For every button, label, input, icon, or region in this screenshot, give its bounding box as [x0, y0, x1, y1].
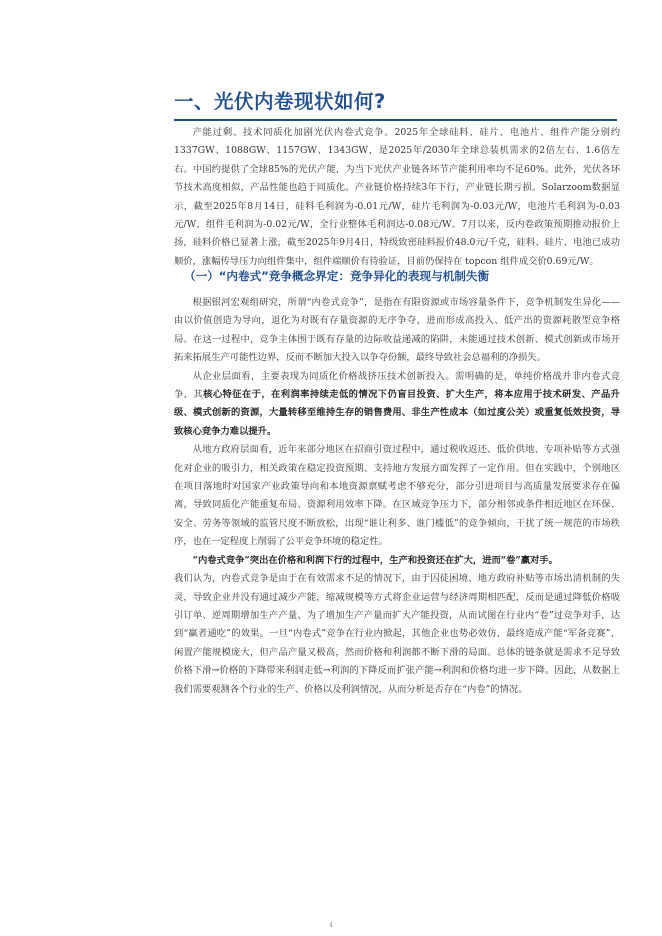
paragraph-analysis: 我们认为，内卷式竞争是由于在有效需求不足的情况下，由于囚徒困境、地方政府补贴等市场出清机制的失灵，导致企业并没有通过减少产能，缩减规模等方式将企业运营与经济周期相匹配，反而是通过降低价格吸引订单、逆周期增加生产产量、为了增加生产产量而扩大产能投资，从而试图在行业内“卷”过竞争对手，达到“赢者通吃”的效果。一旦“内卷式”竞争在行业内掀起，其他企业也势必效仿，最终造成产能“军备竞赛”，闲置产能规模庞大，但产品产量又极高，然而价格和利润都不断下滑的局面。总体的链条就是需求不足导致价格下滑→价格的下降带来利润走低→利润的下降反而扩张产能→利润和价格均进一步下降。因此，从数据上我们需要观测各个行业的生产、价格以及利润情况，从而分析是否存在“内卷”的情况。 [174, 573, 620, 695]
thesis-bold-text: “内卷式竞争”突出在价格和利润下行的过程中，生产和投资还在扩大，进而“卷”赢对手。 [192, 554, 558, 566]
heading-rule [174, 119, 617, 121]
subsection-body [174, 294, 620, 699]
paragraph-government: 从地方政府层面看，近年来部分地区在招商引资过程中，通过税收返还、低价供地、专项补贴等方式强化对企业的吸引力，相关政策在稳定投资预期、支持地方发展方面发挥了一定作用。但在实践中，个别地区在项目落地时对国家产业政策导向和本地资源禀赋考虑不够充分，部分引进项目与高质量发展要求存在偏离，导致同质化产能重复布局、资源利用效率下降。在区域竞争压力下，部分相邻或条件相近地区在环保、安全、劳务等领域的监管尺度不断放松，出现“谁让利多、谁门槛低”的竞争倾向，干扰了统一规范的市场秩序，也在一定程度上削弱了公平竞争环境的稳定性。 [174, 444, 620, 548]
paragraph-thesis [174, 552, 620, 570]
intro-paragraph: 产能过剩、技术同质化加剧光伏内卷式竞争。2025年全球硅料、硅片、电池片、组件产能分别约1337GW、1088GW、1157GW、1343GW，是2025年/2030年全球总装机需求的2倍左右、1.6倍左右。中国约提供了全球85%的光伏产能，为当下光伏产业链各环节产能利用率均不足60%。此外，光伏各环节技术高度相似，产品性能也趋于同质化。产业链价格持续3年下行，产业链长期亏损。Solarzoom数据显示，截至2025年8月14日，硅料毛利润为-0.01元/W，硅片毛利润为-0.03元/W，电池片毛利润为-0.03元/W，组件毛利润为-0.02元/W，全行业整体毛利润达-0.08元/W。7月以来，反内卷政策预期推动报价上扬，硅料价格已显著上涨，截至2025年9月4日，特级致密硅料报价48.0元/千克，硅料、硅片、电池已成功顺价，涨幅传导压力向组件集中，组件端顺价有待验证，目前仍保持在 topcon 组件成交价0.69元/W。 [174, 127, 620, 267]
page-number: 4 [329, 922, 333, 929]
intro-block [174, 124, 620, 271]
enterprise-text: 从企业层面看，主要表现为同质化价格战挤压技术创新投入。需明确的是，单纯价格战并非内卷式竞争，其 [174, 370, 620, 401]
subsection-heading: （一）“内卷式”竞争概念界定：竞争异化的表现与机制失衡 [184, 269, 490, 283]
paragraph-enterprise [174, 368, 620, 442]
enterprise-bold-text: 核心特征在于，在利润率持续走低的情况下仍盲目投资、扩大生产，将本应用于技术研发、产品升级、模式创新的资源，大量转移至维持生存的销售费用、非生产性成本（如过度公关）或重复低效投资，导致核心竞争力难以提升。 [174, 389, 620, 437]
paragraph-definition: 根据银河宏观组研究，所谓“内卷式竞争”，是指在有限资源或市场容量条件下，竞争机制发生异化——由以价值创造为导向，退化为对既有存量资源的无序争夺，进而形成高投入、低产出的资源耗散型竞争格局。在这一过程中，竞争主体围于既有存量的边际收益递减的陷阱，未能通过技术创新、模式创新或市场开拓来拓展生产可能性边界，反而不断加大投入以争夺份额，最终导致社会总福利的净损失。 [174, 297, 620, 364]
section-heading: 一、光伏内卷现状如何? [174, 90, 386, 113]
